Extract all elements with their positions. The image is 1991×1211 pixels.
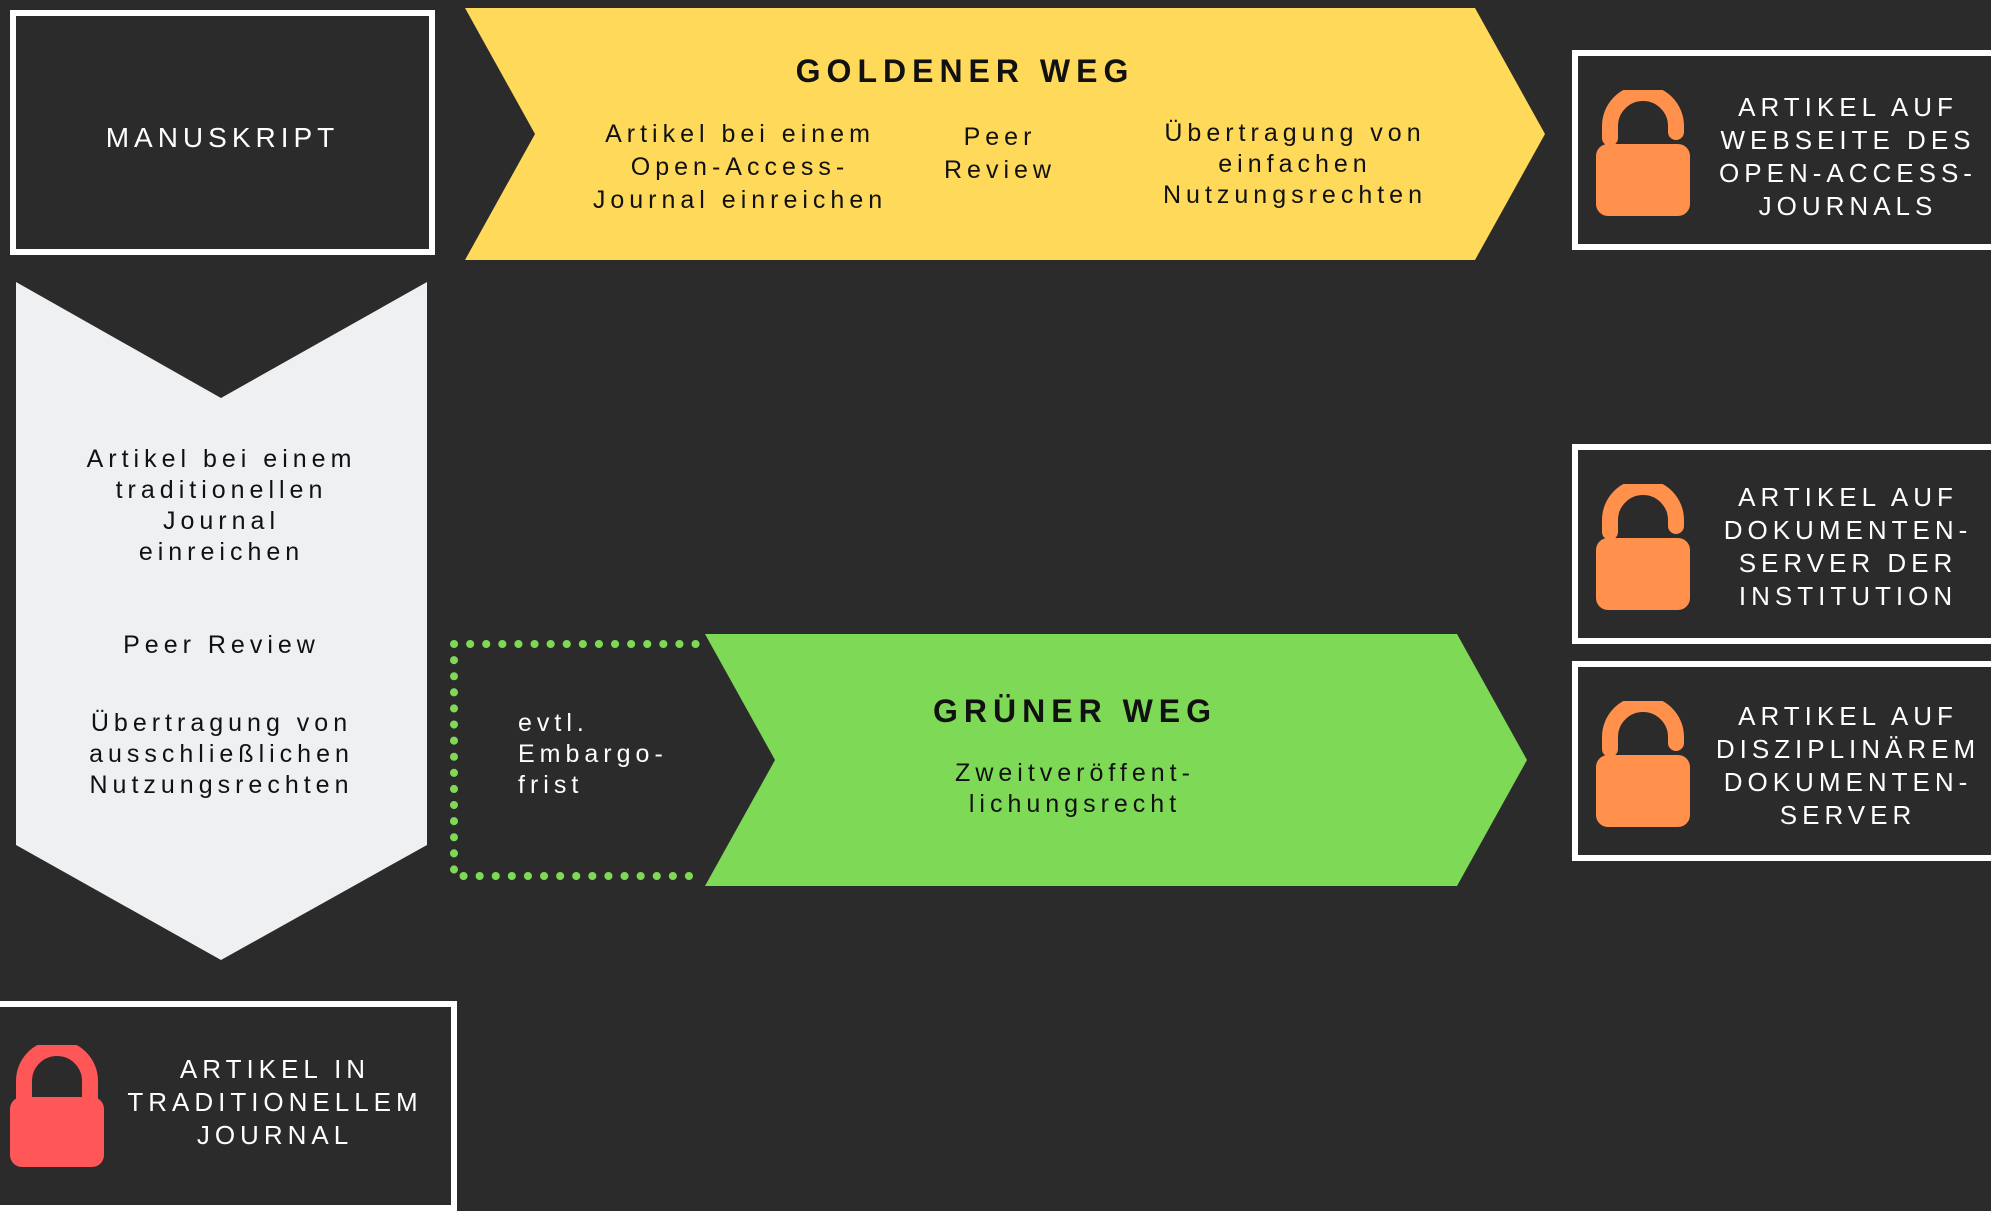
closed-lock-icon (10, 1045, 104, 1167)
embargo-frame (448, 638, 708, 882)
embargo-label: evtl. Embargo- frist (518, 709, 668, 799)
outcome-oa-journal (1572, 50, 1991, 250)
open-lock-icon (1596, 90, 1690, 216)
manuscript-box (10, 10, 435, 255)
traditional-step-submit: Artikel bei einem traditionellen Journal einreichen (86, 445, 357, 566)
traditional-way-shape (16, 282, 427, 960)
outcome-traditional-journal (0, 1001, 457, 1211)
traditional-step-peer-review: Peer Review (123, 631, 320, 659)
golden-step-submit: Artikel bei einem Open-Access- Journal einreichen (592, 120, 888, 214)
outcome-institution-server-label: ARTIKEL AUF DOKUMENTEN- SERVER DER INSTITUTION (1723, 482, 1973, 611)
outcome-oa-journal-label: ARTIKEL AUF WEBSEITE DES OPEN-ACCESS- JOURNALS (1719, 92, 1977, 221)
traditional-step-rights: Übertragung von ausschließlichen Nutzungsrechten (89, 709, 354, 799)
green-way-title: GRÜNER WEG (933, 693, 1217, 729)
outcome-disciplinary-server (1572, 661, 1991, 861)
traditional-way-arrow (16, 282, 427, 960)
golden-step-rights: Übertragung von einfachen Nutzungsrechten (1162, 119, 1427, 209)
outcome-traditional-journal-label: ARTIKEL IN TRADITIONELLEM JOURNAL (127, 1054, 423, 1150)
open-lock-icon (1596, 701, 1690, 827)
manuscript-label: MANUSKRIPT (105, 122, 340, 153)
green-way-arrow (705, 634, 1527, 886)
outcome-disciplinary-server-label: ARTIKEL AUF DISZIPLINÄREM DOKUMENTEN- SERVER (1715, 701, 1981, 830)
golden-way-arrow (465, 8, 1545, 260)
golden-step-peer-review: Peer Review (944, 123, 1056, 184)
green-way-subtitle: Zweitveröffent- lichungsrecht (955, 759, 1195, 818)
open-lock-icon (1596, 484, 1690, 610)
outcome-institution-server (1572, 444, 1991, 644)
golden-way-title: GOLDENER WEG (795, 53, 1135, 89)
